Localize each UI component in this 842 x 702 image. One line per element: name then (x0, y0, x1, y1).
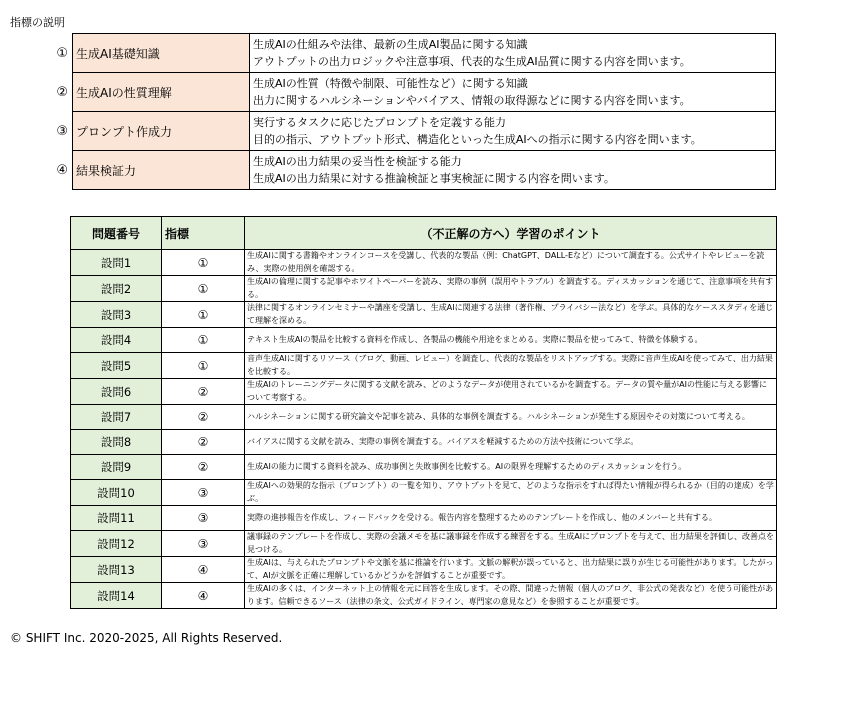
question-number: 設問11 (71, 506, 162, 531)
learning-point: 生成AIに関する書籍やオンラインコースを受講し、代表的な製品（例：ChatGPT、DALL-Eなど）について調査する。公式サイトやレビューを読み、実際の使用例を確認する。 (245, 250, 777, 276)
question-number: 設問6 (71, 379, 162, 405)
question-number: 設問3 (71, 302, 162, 328)
learning-point: 法律に関するオンラインセミナーや講座を受講し、生成AIに関連する法律（著作権、プライバシー法など）を学ぶ。具体的なケーススタディを通じて理解を深める。 (245, 302, 777, 328)
indicator-desc-line1: 生成AIの性質（特徴や制限、可能性など）に関する知識 (253, 76, 528, 90)
indicator-number: ③ (56, 123, 68, 139)
table-row (71, 583, 777, 609)
indicator-desc-line2: 生成AIの出力結果に対する推論検証と事実検証に関する内容を問います。 (253, 172, 615, 185)
indicator-description (250, 34, 776, 73)
indicator-ref: ④ (162, 557, 245, 583)
table-row (71, 276, 777, 302)
learning-point: 生成AIのトレーニングデータに関する文献を読み、どのようなデータが使用されているかを調査する。データの質や量がAIの性能に与える影響について考察する。 (245, 379, 777, 405)
table-row (71, 328, 777, 353)
indicator-name: 生成AI基礎知識 (73, 34, 250, 73)
learning-point: ハルシネーションに関する研究論文や記事を読み、具体的な事例を調査する。ハルシネーションが発生する原因やその対策について考える。 (245, 405, 777, 430)
indicator-desc-line1: 生成AIの仕組みや法律、最新の生成AI製品に関する知識 (253, 37, 528, 51)
indicator-row (45, 34, 776, 73)
table-row (71, 250, 777, 276)
indicator-number: ② (56, 84, 68, 100)
header-question-number: 問題番号 (71, 217, 162, 250)
question-number: 設問8 (71, 430, 162, 455)
indicator-number: ① (56, 45, 68, 61)
learning-point: 生成AIの倫理に関する記事やホワイトペーパーを読み、実際の事例（誤用やトラブル）を調査する。ディスカッションを通じて、注意事項を共有する。 (245, 276, 777, 302)
learning-points-table (70, 216, 777, 609)
indicator-row (45, 112, 776, 151)
table-row (71, 531, 777, 557)
question-number: 設問13 (71, 557, 162, 583)
question-number: 設問12 (71, 531, 162, 557)
table-row (71, 430, 777, 455)
indicator-ref: ② (162, 405, 245, 430)
indicator-ref: ② (162, 379, 245, 405)
indicator-desc-line2: 目的の指示、アウトプット形式、構造化といった生成AIへの指示に関する内容を問います。 (253, 133, 702, 146)
learning-point: 生成AIの多くは、インターネット上の情報を元に回答を生成します。その際、間違った情報（個人のブログ、非公式の発表など）を使う可能性があります。信頼できるソース（法律の条文、公式ガイドライン、専門家の意見など）を参照することが重要です。 (245, 583, 777, 609)
question-number: 設問7 (71, 405, 162, 430)
indicator-row (45, 73, 776, 112)
learning-point: 音声生成AIに関するリソース（ブログ、動画、レビュー）を調査し、代表的な製品をリストアップする。実際に音声生成AIを使ってみて、出力結果を比較する。 (245, 353, 777, 379)
indicator-desc-line1: 実行するタスクに応じたプロンプトを定義する能力 (253, 115, 506, 129)
learning-point: 生成AIへの効果的な指示（プロンプト）の一覧を知り、アウトプットを見て、どのような指示をすれば得たい情報が得られるか（目的の達成）を学ぶ。 (245, 480, 777, 506)
question-number: 設問1 (71, 250, 162, 276)
indicator-name: 結果検証力 (73, 151, 250, 190)
indicator-desc-line2: アウトプットの出力ロジックや注意事項、代表的な生成AI品質に関する内容を問います。 (253, 55, 691, 68)
question-number: 設問10 (71, 480, 162, 506)
table-row (71, 379, 777, 405)
indicator-ref: ① (162, 276, 245, 302)
table-row (71, 405, 777, 430)
question-number: 設問9 (71, 455, 162, 480)
question-number: 設問4 (71, 328, 162, 353)
indicator-name: プロンプト作成力 (73, 112, 250, 151)
table-row (71, 480, 777, 506)
learning-point: 実際の進捗報告を作成し、フィードバックを受ける。報告内容を整理するためのテンプレートを作成し、他のメンバーと共有する。 (245, 506, 777, 531)
header-learning-point: （不正解の方へ）学習のポイント (245, 217, 777, 250)
indicator-ref: ③ (162, 506, 245, 531)
indicator-description (250, 112, 776, 151)
indicator-description (250, 73, 776, 112)
indicator-ref: ① (162, 250, 245, 276)
question-number: 設問2 (71, 276, 162, 302)
table-row (71, 557, 777, 583)
indicator-ref: ④ (162, 583, 245, 609)
indicator-ref: ① (162, 302, 245, 328)
caption: 指標の説明 (10, 16, 65, 29)
indicator-ref: ③ (162, 480, 245, 506)
indicator-ref: ③ (162, 531, 245, 557)
indicator-ref: ② (162, 430, 245, 455)
learning-point: バイアスに関する文献を読み、実際の事例を調査する。バイアスを軽減するための方法や技術について学ぶ。 (245, 430, 777, 455)
indicator-ref: ② (162, 455, 245, 480)
indicator-row (45, 151, 776, 190)
indicator-desc-line1: 生成AIの出力結果の妥当性を検証する能力 (253, 154, 462, 168)
table-row (71, 506, 777, 531)
question-number: 設問5 (71, 353, 162, 379)
learning-point: 議事録のテンプレートを作成し、実際の会議メモを基に議事録を作成する練習をする。生成AIにプロンプトを与えて、出力結果を評価し、改善点を見つける。 (245, 531, 777, 557)
indicator-table (45, 33, 776, 190)
question-number: 設問14 (71, 583, 162, 609)
learning-point: テキスト生成AIの製品を比較する資料を作成し、各製品の機能や用途をまとめる。実際に製品を使ってみて、特徴を体験する。 (245, 328, 777, 353)
indicator-description (250, 151, 776, 190)
learning-point: 生成AIは、与えられたプロンプトや文脈を基に推論を行います。文脈の解釈が誤っていると、出力結果に誤りが生じる可能性があります。したがって、AIが文脈を正確に理解しているかどうかを評価することが重要です。 (245, 557, 777, 583)
table-row (71, 302, 777, 328)
table-row (71, 353, 777, 379)
indicator-ref: ① (162, 353, 245, 379)
indicator-ref: ① (162, 328, 245, 353)
indicator-desc-line2: 出力に関するハルシネーションやバイアス、情報の取得源などに関する内容を問います。 (253, 94, 691, 107)
copyright: © SHIFT Inc. 2020-2025, All Rights Reserved. (10, 631, 283, 645)
indicator-number: ④ (56, 162, 68, 178)
indicator-name: 生成AIの性質理解 (73, 73, 250, 112)
header-indicator: 指標 (162, 217, 245, 250)
table-row (71, 455, 777, 480)
learning-point: 生成AIの能力に関する資料を読み、成功事例と失敗事例を比較する。AIの限界を理解するためのディスカッションを行う。 (245, 455, 777, 480)
